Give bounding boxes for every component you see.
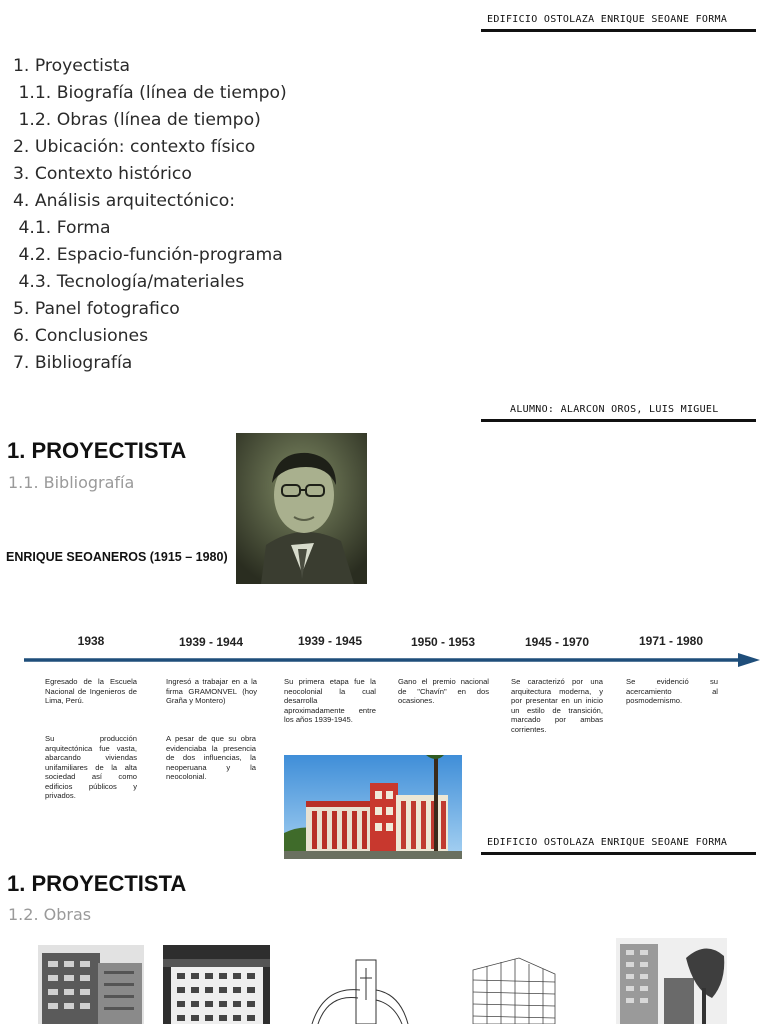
- timeline-year: 1938: [77, 634, 105, 648]
- toc-item: 1. Proyectista: [13, 56, 131, 76]
- section-title: 1. PROYECTISTA: [7, 438, 187, 463]
- timeline-year: 1971 - 1980: [638, 634, 704, 648]
- timeline-year: 1945 - 1970: [524, 635, 590, 649]
- student-header-rule: [481, 419, 756, 422]
- toc-item: 1.1. Biografía (línea de tiempo): [13, 83, 287, 103]
- toc-item: 6. Conclusiones: [13, 326, 149, 346]
- second-header-label: EDIFICIO OSTOLAZA ENRIQUE SEOANE FORMA: [487, 837, 728, 848]
- timeline-description: A pesar de que su obra evidenciaba la presencia de dos influencias, la neoperuana y la neocolonial.: [166, 734, 256, 781]
- work-photo: [163, 945, 270, 1024]
- top-header-rule: [481, 29, 756, 32]
- work-sketch: [304, 950, 414, 1024]
- section-subtitle: 1.2. Obras: [8, 905, 92, 924]
- toc-item: 4.3. Tecnología/materiales: [13, 272, 245, 292]
- timeline-description: Se caracterizó por una arquitectura moderna, y por presentar en un inicio un estilo de transición, marcado por ambas corrientes.: [511, 677, 603, 734]
- section-title: 1. PROYECTISTA: [7, 871, 187, 896]
- toc-item: 7. Bibliografía: [13, 353, 133, 373]
- timeline-description: Se evidenció su acercamiento al posmodernismo.: [626, 677, 718, 705]
- section-subtitle: 1.1. Bibliografía: [8, 473, 135, 492]
- toc-item: 2. Ubicación: contexto físico: [13, 137, 256, 157]
- timeline-description: Gano el premio nacional de "Chavín" en dos ocasiones.: [398, 677, 489, 705]
- student-header-label: ALUMNO: ALARCON OROS, LUIS MIGUEL: [510, 404, 719, 415]
- timeline-description: Egresado de la Escuela Nacional de Ingenieros de Lima, Perú.: [45, 677, 137, 705]
- work-sketch: [467, 950, 559, 1024]
- timeline-description: Su primera etapa fue la neocolonial la cual desarrolla aproximadamente entre los años 1939-1945.: [284, 677, 376, 724]
- architect-name: ENRIQUE SEOANEROS (1915 – 1980): [6, 550, 228, 564]
- timeline-description: Ingresó a trabajar en a la firma GRAMONVEL (hoy Graña y Montero): [166, 677, 257, 705]
- work-photo: [616, 938, 727, 1024]
- timeline-year: 1939 - 1944: [178, 635, 244, 649]
- timeline-year: 1950 - 1953: [410, 635, 476, 649]
- building-photo: [284, 755, 462, 859]
- table-of-contents: [13, 53, 287, 377]
- timeline-arrow: [22, 650, 762, 670]
- toc-item: 4.1. Forma: [13, 218, 111, 238]
- timeline-year: 1939 - 1945: [297, 634, 363, 648]
- work-photo: [38, 945, 144, 1024]
- second-header-rule: [481, 852, 756, 855]
- toc-item: 1.2. Obras (línea de tiempo): [13, 110, 261, 130]
- toc-item: 4.2. Espacio-función-programa: [13, 245, 283, 265]
- timeline-description: Su producción arquitectónica fue vasta, abarcando viviendas unifamiliares de la alta sociedad así como edificios públicos y privados.: [45, 734, 137, 800]
- architect-portrait: [236, 433, 367, 584]
- toc-item: 5. Panel fotografico: [13, 299, 180, 319]
- toc-item: 3. Contexto histórico: [13, 164, 192, 184]
- toc-item: 4. Análisis arquitectónico:: [13, 191, 236, 211]
- top-header-label: EDIFICIO OSTOLAZA ENRIQUE SEOANE FORMA: [487, 14, 728, 25]
